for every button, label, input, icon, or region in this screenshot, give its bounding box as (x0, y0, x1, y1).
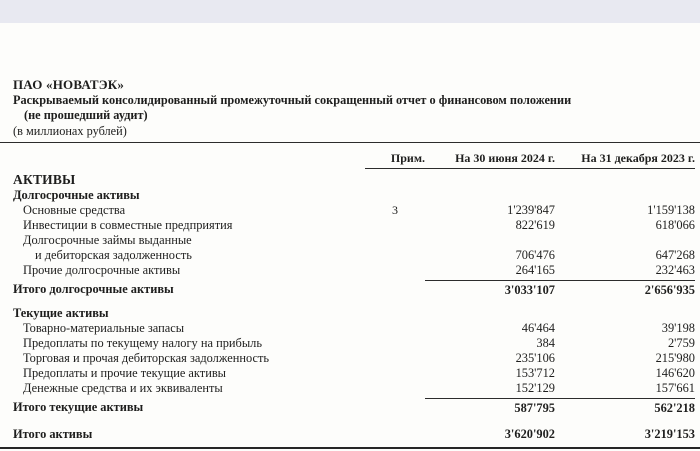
table-row (13, 366, 695, 381)
note-cell (365, 188, 425, 203)
value-2024: 235'106 (515, 351, 555, 365)
table-row (13, 351, 695, 366)
table-row (13, 321, 695, 336)
row-label: и дебиторская задолженность (35, 248, 192, 262)
bottom-total-line (0, 447, 700, 449)
value-2024: 587'795 (425, 398, 555, 416)
value-2023: 562'218 (555, 398, 695, 416)
row-label: Инвестиции в совместные предприятия (23, 218, 233, 232)
row-label: Товарно-материальные запасы (23, 321, 185, 335)
value-2023: 3'219'153 (644, 427, 695, 441)
value-2024 (425, 188, 555, 203)
note-cell (365, 426, 425, 443)
column-header-31-dec-2023: На 31 декабря 2023 г. (555, 151, 695, 169)
row-label: Денежные средства и их эквиваленты (23, 381, 223, 395)
row-label: Итого долгосрочные активы (13, 282, 174, 296)
subtotal-row-noncurrent-assets (13, 278, 695, 298)
note-cell (365, 396, 425, 416)
subtotal-row-current-assets (13, 396, 695, 416)
document-header (13, 77, 692, 139)
value-2024: 152'129 (515, 381, 555, 395)
note-cell (365, 278, 425, 298)
value-2024: 46'464 (521, 321, 555, 335)
table-header-row (13, 143, 695, 169)
column-header-note: Прим. (365, 151, 425, 169)
note-cell (365, 351, 425, 366)
note-cell (365, 233, 425, 248)
note-cell (365, 263, 425, 278)
value-2023: 146'620 (655, 366, 695, 380)
statement-title: Раскрываемый консолидированный промежуточный сокращенный отчет о финансовом положении (13, 93, 572, 107)
value-2024 (425, 306, 555, 321)
value-2023 (555, 306, 695, 321)
note-cell (365, 306, 425, 321)
table-row (13, 336, 695, 351)
column-header-30-june-2024: На 30 июня 2024 г. (425, 151, 555, 169)
value-2023: 647'268 (655, 248, 695, 262)
value-2024: 384 (536, 336, 555, 350)
table-row (13, 248, 695, 263)
value-2023: 215'980 (655, 351, 695, 365)
note-cell: 3 (392, 203, 398, 217)
grand-total-row-assets (13, 426, 695, 443)
table-row (13, 203, 695, 218)
row-label: Долгосрочные активы (13, 188, 140, 202)
row-label: Предоплаты по текущему налогу на прибыль (23, 336, 263, 350)
note-cell (365, 336, 425, 351)
row-label: Основные средства (23, 203, 126, 217)
table-row (13, 306, 695, 321)
company-name: ПАО «НОВАТЭК» (13, 77, 125, 92)
note-cell (365, 381, 425, 396)
window-top-bar (0, 0, 700, 23)
row-label: Прочие долгосрочные активы (23, 263, 181, 277)
audit-note: (не прошедший аудит) (24, 108, 148, 122)
section-title-assets: АКТИВЫ (13, 172, 76, 187)
value-2023: 2'656'935 (555, 280, 695, 298)
note-cell (365, 218, 425, 233)
balance-sheet-table (13, 143, 695, 443)
row-label: Долгосрочные займы выданные (23, 233, 192, 247)
note-cell (365, 321, 425, 336)
value-2024: 3'620'902 (504, 427, 555, 441)
table-row (13, 381, 695, 396)
value-2023 (555, 188, 695, 203)
note-cell (365, 248, 425, 263)
value-2023: 39'198 (661, 321, 695, 335)
note-cell (365, 366, 425, 381)
table-row (13, 233, 695, 248)
value-2023: 232'463 (655, 263, 695, 277)
row-label: Итого текущие активы (13, 400, 144, 414)
row-label: Торговая и прочая дебиторская задолженность (23, 351, 270, 365)
row-label: Текущие активы (13, 306, 109, 320)
table-row (13, 263, 695, 278)
table-row (13, 218, 695, 233)
value-2024: 3'033'107 (425, 280, 555, 298)
value-2024: 264'165 (515, 263, 555, 277)
value-2023: 1'159'138 (647, 203, 695, 217)
row-label: Предоплаты и прочие текущие активы (23, 366, 226, 380)
value-2024: 153'712 (515, 366, 555, 380)
row-label: Итого активы (13, 427, 93, 441)
value-2024 (425, 233, 555, 248)
section-spacer (13, 298, 695, 306)
value-2023: 618'066 (655, 218, 695, 232)
value-2023: 2'759 (667, 336, 695, 350)
value-2023: 157'661 (655, 381, 695, 395)
value-2024: 1'239'847 (507, 203, 555, 217)
value-2024: 822'619 (515, 218, 555, 232)
value-2023 (555, 233, 695, 248)
table-row (13, 188, 695, 203)
value-2024: 706'476 (515, 248, 555, 262)
units-note: (в миллионах рублей) (13, 124, 127, 138)
